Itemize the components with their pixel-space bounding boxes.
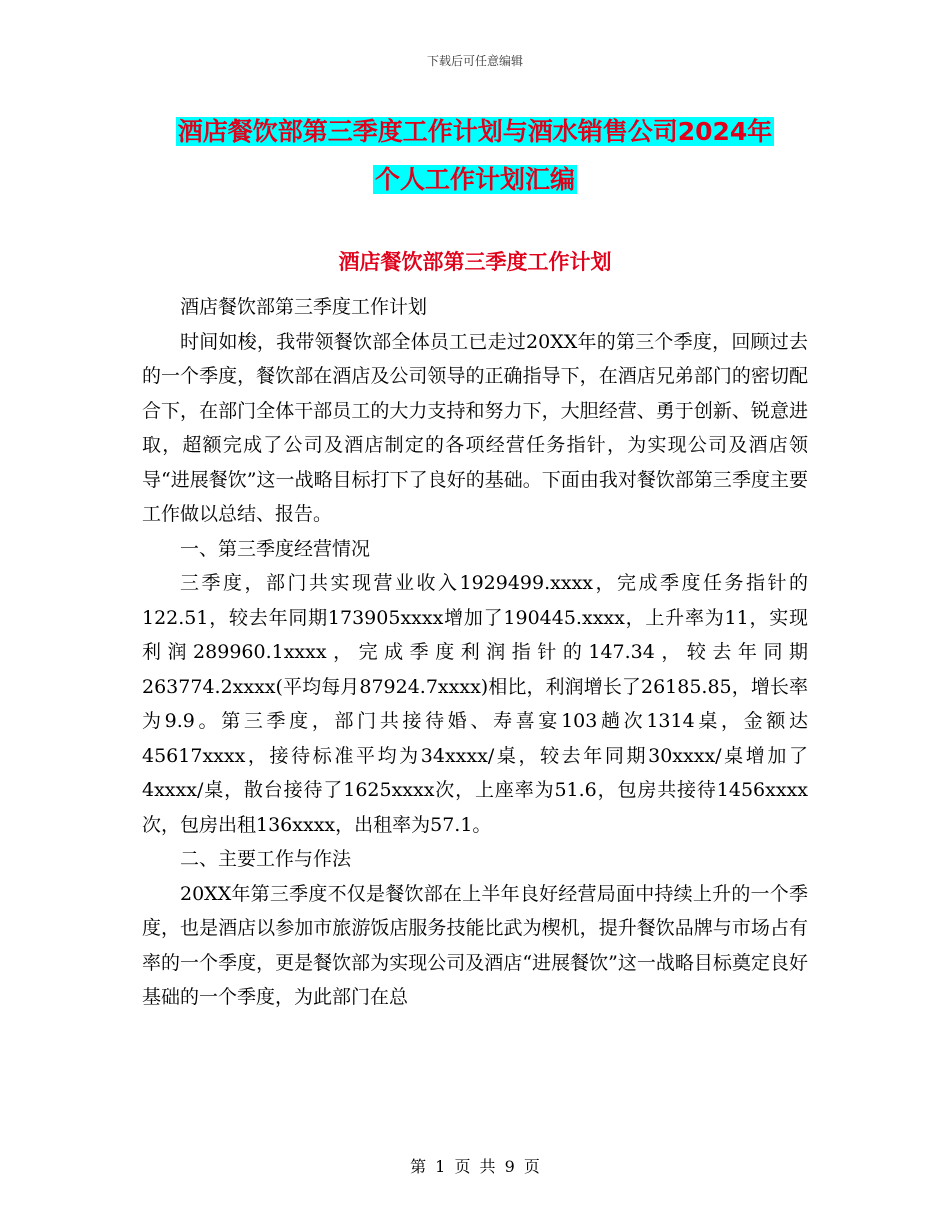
heading-main-work: 二、主要工作与作法 [180,848,352,870]
section-title: 酒店餐饮部第三季度工作计划 [338,250,612,274]
paragraph-subtitle: 酒店餐饮部第三季度工作计划 [180,296,428,318]
document-title [0,108,950,204]
page-number: 第 1 页 共 9 页 [410,1157,540,1176]
paragraph-intro: 时间如梭，我带领餐饮部全体员工已走过20XX年的第三个季度，回顾过去的一个季度，餐饮部在酒店及公司领导的正确指导下，在酒店兄弟部门的密切配合下，在部门全体干部员工的大力支持和努力下，大胆经营、勇于创新、锐意进取，超额完成了公司及酒店制定的各项经营任务指针，为实现公司及酒店领导“进展餐饮”这一战略目标打下了良好的基础。下面由我对餐饮部第三季度主要工作做以总结、报告。 [142,330,808,525]
heading-operations: 一、第三季度经营情况 [180,537,371,560]
document-title-line-1: 酒店餐饮部第三季度工作计划与酒水销售公司2024年 [177,117,773,146]
paragraph-operations: 三季度，部门共实现营业收入1929499.xxxx，完成季度任务指针的122.51，较去年同期173905xxxx增加了190445.xxxx，上升率为11，实现利润289960.1xxxx，完成季度利润指针的147.34，较去年同期263774.2xxxx(平均每月87924.7xxxx)相比，利润增长了26185.85，增长率为9.9。第三季度，部门共接待婚、寿喜宴103趟次1314桌，金额达45617xxxx，接待标准平均为34xxxx/桌，较去年同期30xxxx/桌增加了4xxxx/桌，散台接待了1625xxxx次，上座率为51.6，包房共接待1456xxxx次，包房出租136xxxx，出租率为57.1。 [142,572,808,836]
body-text [142,290,808,1015]
paragraph-main-work: 20XX年第三季度不仅是餐饮部在上半年良好经营局面中持续上升的一个季度，也是酒店以参加市旅游饭店服务技能比武为楔机，提升餐饮品牌与市场占有率的一个季度，更是餐饮部为实现公司及酒店“进展餐饮”这一战略目标奠定良好基础的一个季度，为此部门在总 [142,882,808,1008]
header-note: 下载后可任意编辑 [426,54,523,68]
document-title-line-2: 个人工作计划汇编 [374,165,575,194]
